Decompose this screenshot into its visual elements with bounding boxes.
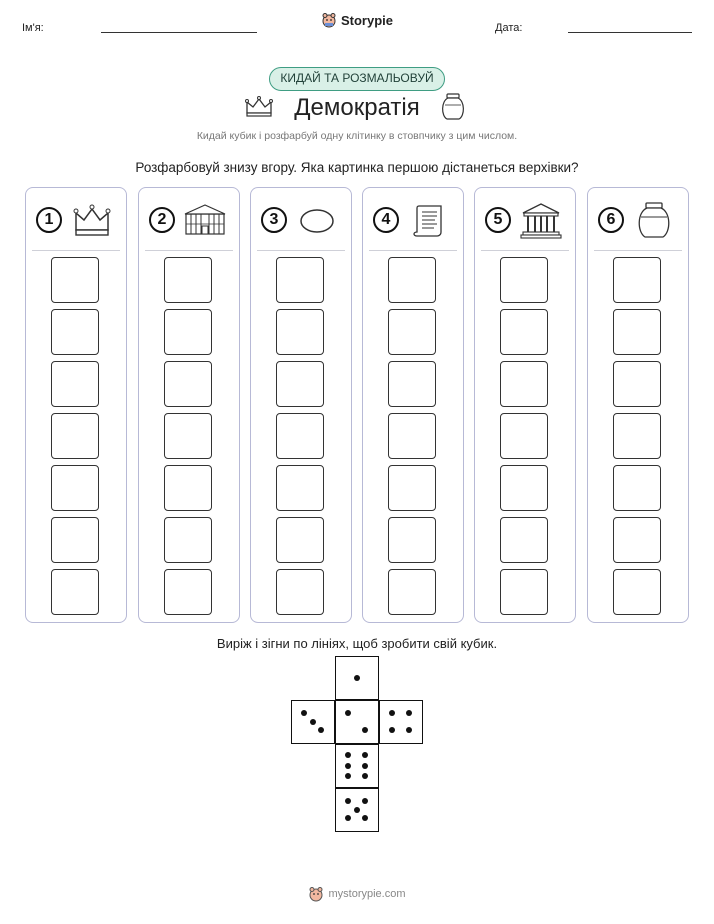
color-cell[interactable] (388, 361, 436, 407)
column-3 (250, 187, 352, 623)
die-pip (406, 727, 412, 733)
color-cell[interactable] (500, 517, 548, 563)
color-cell[interactable] (164, 413, 212, 459)
scroll-icon (407, 200, 451, 240)
color-cell[interactable] (51, 257, 99, 303)
color-cell[interactable] (164, 309, 212, 355)
color-cell[interactable] (613, 361, 661, 407)
temple-icon (519, 200, 563, 240)
date-label: Дата: (495, 22, 523, 34)
die-face-5 (335, 788, 379, 832)
footer-url: mystorypie.com (328, 888, 406, 900)
color-cell[interactable] (51, 413, 99, 459)
brand-logo (0, 12, 714, 28)
color-cell[interactable] (500, 361, 548, 407)
storypie-mascot-icon (321, 12, 337, 28)
color-cell[interactable] (276, 309, 324, 355)
instruction: Розфарбовуй знизу вгору. Яка картинка першою дістанеться верхівки? (135, 160, 579, 175)
die-pip (345, 815, 351, 821)
column-divider (481, 250, 569, 251)
column-divider (145, 250, 233, 251)
die-pip (318, 727, 324, 733)
column-6 (587, 187, 689, 623)
die-pip (354, 675, 360, 681)
die-pip (362, 763, 368, 769)
color-cell[interactable] (276, 413, 324, 459)
pebble-icon (295, 200, 339, 240)
color-cell[interactable] (51, 465, 99, 511)
column-number: 1 (36, 207, 62, 233)
die-pip (345, 752, 351, 758)
die-pip (362, 815, 368, 821)
date-line (568, 32, 692, 33)
color-cell[interactable] (388, 309, 436, 355)
column-divider (257, 250, 345, 251)
color-cell[interactable] (51, 517, 99, 563)
die-pip (345, 763, 351, 769)
color-cell[interactable] (164, 257, 212, 303)
vase-icon (632, 200, 676, 240)
cut-instruction: Виріж і зігни по лініях, щоб зробити свій кубик. (216, 636, 498, 651)
die-pip (362, 752, 368, 758)
color-cell[interactable] (276, 465, 324, 511)
die-pip (406, 710, 412, 716)
subtitle: Кидай кубик і розфарбуй одну клітинку в стовпчику з цим числом. (196, 130, 518, 142)
column-1 (25, 187, 127, 623)
column-divider (594, 250, 682, 251)
storypie-mascot-icon (308, 886, 324, 902)
color-cell[interactable] (613, 309, 661, 355)
die-pip (301, 710, 307, 716)
color-cell[interactable] (613, 465, 661, 511)
column-2 (138, 187, 240, 623)
die-face-2 (335, 700, 379, 744)
die-pip (362, 727, 368, 733)
die-face-4 (379, 700, 423, 744)
die-pip (389, 727, 395, 733)
column-divider (32, 250, 120, 251)
color-cell[interactable] (613, 517, 661, 563)
column-4 (362, 187, 464, 623)
die-pip (345, 773, 351, 779)
color-cell[interactable] (164, 569, 212, 615)
die-face-6 (335, 744, 379, 788)
color-cell[interactable] (276, 361, 324, 407)
die-pip (310, 719, 316, 725)
color-cell[interactable] (388, 465, 436, 511)
brand-name: Storypie (340, 12, 393, 28)
color-cell[interactable] (613, 413, 661, 459)
crown-icon (70, 200, 114, 240)
name-line (101, 32, 257, 33)
column-number: 3 (261, 207, 287, 233)
vase-icon (439, 92, 467, 122)
color-cell[interactable] (500, 413, 548, 459)
column-number: 6 (598, 207, 624, 233)
color-cell[interactable] (164, 517, 212, 563)
color-cell[interactable] (613, 569, 661, 615)
color-cell[interactable] (164, 465, 212, 511)
color-cell[interactable] (500, 257, 548, 303)
die-pip (345, 798, 351, 804)
color-cell[interactable] (613, 257, 661, 303)
die-pip (362, 798, 368, 804)
name-label: Ім'я: (22, 22, 44, 34)
color-cell[interactable] (276, 257, 324, 303)
color-cell[interactable] (276, 517, 324, 563)
column-number: 5 (485, 207, 511, 233)
color-cell[interactable] (276, 569, 324, 615)
die-face-3 (291, 700, 335, 744)
color-cell[interactable] (388, 569, 436, 615)
color-cell[interactable] (500, 465, 548, 511)
color-cell[interactable] (500, 309, 548, 355)
page-title: Демократія (294, 94, 420, 121)
die-pip (345, 710, 351, 716)
color-cell[interactable] (51, 569, 99, 615)
die-pip (354, 807, 360, 813)
color-cell[interactable] (51, 361, 99, 407)
color-cell[interactable] (388, 413, 436, 459)
die-pip (389, 710, 395, 716)
color-cell[interactable] (51, 309, 99, 355)
color-cell[interactable] (500, 569, 548, 615)
color-cell[interactable] (388, 257, 436, 303)
column-number: 4 (373, 207, 399, 233)
die-pip (362, 773, 368, 779)
column-divider (369, 250, 457, 251)
footer (0, 886, 714, 902)
activity-badge: КИДАЙ ТА РОЗМАЛЬОВУЙ (269, 67, 445, 91)
column-5 (474, 187, 576, 623)
die-face-1 (335, 656, 379, 700)
color-cell[interactable] (388, 517, 436, 563)
column-number: 2 (149, 207, 175, 233)
color-cell[interactable] (164, 361, 212, 407)
city-icon (183, 200, 227, 240)
